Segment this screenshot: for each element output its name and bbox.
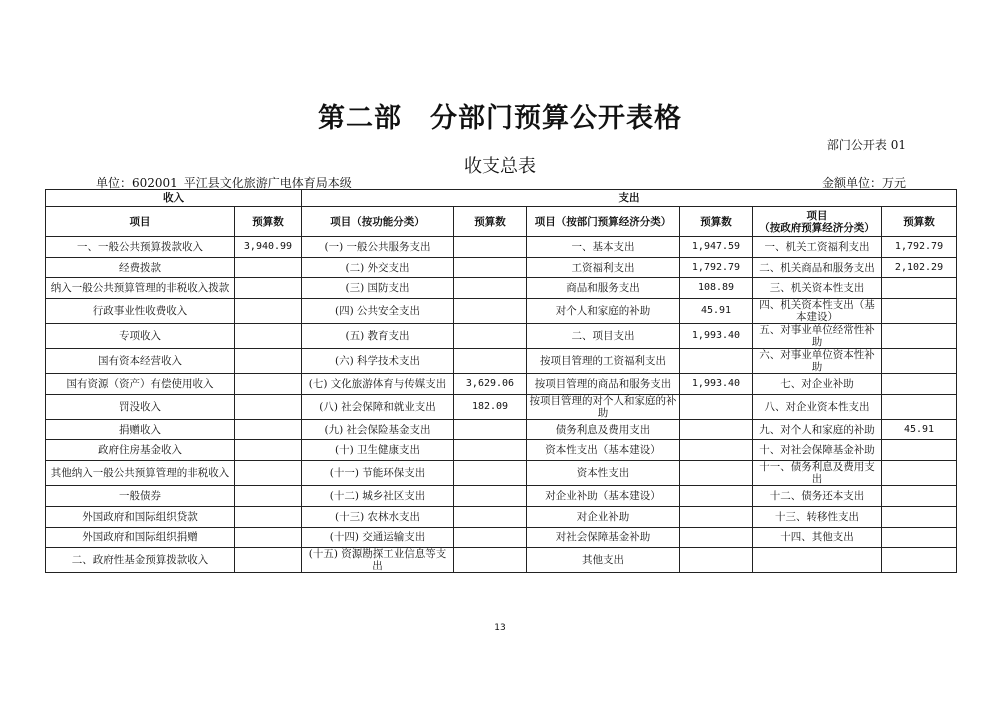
amount-unit-label: 金额单位：万元 (821, 176, 906, 190)
gov-econ-item-cell: 八、对企业资本性支出 (753, 394, 882, 419)
function-item-cell: (二) 外交支出 (302, 257, 454, 278)
table-row (46, 394, 957, 419)
dept-econ-item-cell: 二、项目支出 (527, 324, 680, 349)
gov-econ-item-cell: 七、对企业补助 (753, 374, 882, 395)
dept-econ-item-cell: 对企业补助 (527, 506, 680, 527)
income-amount-cell (235, 278, 302, 299)
table-row (46, 548, 957, 573)
table-title: 收支总表 (464, 156, 536, 177)
function-amount-cell (454, 299, 527, 324)
income-amount-cell (235, 548, 302, 573)
gov-econ-amount-cell: 45.91 (882, 419, 957, 440)
column-header: 预算数 (680, 207, 753, 237)
gov-econ-item-cell: 四、机关资本性支出（基本建设） (753, 299, 882, 324)
function-item-cell: (三) 国防支出 (302, 278, 454, 299)
function-amount-cell: 3,629.06 (454, 374, 527, 395)
gov-econ-amount-cell (882, 299, 957, 324)
function-amount-cell (454, 461, 527, 486)
income-item-cell: 经费拨款 (46, 257, 235, 278)
gov-econ-item-cell (753, 548, 882, 573)
function-amount-cell (454, 506, 527, 527)
table-row (46, 299, 957, 324)
column-header: 预算数 (454, 207, 527, 237)
income-item-cell: 外国政府和国际组织贷款 (46, 506, 235, 527)
expense-header: 支出 (302, 190, 957, 207)
function-item-cell: (十五) 资源勘探工业信息等支出 (302, 548, 454, 573)
dept-econ-item-cell: 按项目管理的工资福利支出 (527, 349, 680, 374)
dept-econ-amount-cell (680, 419, 753, 440)
function-amount-cell (454, 278, 527, 299)
dept-econ-amount-cell (680, 486, 753, 507)
table-row (46, 506, 957, 527)
income-item-cell: 捐赠收入 (46, 419, 235, 440)
function-item-cell: (四) 公共安全支出 (302, 299, 454, 324)
gov-econ-item-cell: 一、机关工资福利支出 (753, 237, 882, 258)
function-item-cell: (七) 文化旅游体育与传媒支出 (302, 374, 454, 395)
income-item-cell: 外国政府和国际组织捐赠 (46, 527, 235, 548)
income-amount-cell (235, 419, 302, 440)
dept-econ-amount-cell: 1,947.59 (680, 237, 753, 258)
income-item-cell: 政府住房基金收入 (46, 440, 235, 461)
table-row (46, 486, 957, 507)
gov-econ-amount-cell (882, 527, 957, 548)
dept-econ-item-cell: 对社会保障基金补助 (527, 527, 680, 548)
dept-econ-amount-cell (680, 394, 753, 419)
income-item-cell: 行政事业性收费收入 (46, 299, 235, 324)
income-amount-cell (235, 527, 302, 548)
gov-econ-item-cell: 十四、其他支出 (753, 527, 882, 548)
table-row (46, 278, 957, 299)
income-amount-cell (235, 506, 302, 527)
income-amount-cell (235, 349, 302, 374)
income-item-cell: 一、一般公共预算拨款收入 (46, 237, 235, 258)
dept-econ-item-cell: 资本性支出 (527, 461, 680, 486)
budget-summary-table (45, 189, 957, 573)
dept-econ-amount-cell: 1,792.79 (680, 257, 753, 278)
income-item-cell: 罚没收入 (46, 394, 235, 419)
income-item-cell: 国有资本经营收入 (46, 349, 235, 374)
income-item-cell: 专项收入 (46, 324, 235, 349)
gov-econ-amount-cell (882, 278, 957, 299)
function-item-cell: (六) 科学技术支出 (302, 349, 454, 374)
function-item-cell: (十二) 城乡社区支出 (302, 486, 454, 507)
function-amount-cell (454, 257, 527, 278)
gov-econ-item-cell: 十一、债务利息及费用支出 (753, 461, 882, 486)
function-amount-cell (454, 440, 527, 461)
gov-econ-amount-cell (882, 349, 957, 374)
function-amount-cell: 182.09 (454, 394, 527, 419)
dept-econ-item-cell: 一、基本支出 (527, 237, 680, 258)
income-header: 收入 (46, 190, 302, 207)
table-row (46, 461, 957, 486)
income-item-cell: 其他纳入一般公共预算管理的非税收入 (46, 461, 235, 486)
gov-econ-item-cell: 十、对社会保障基金补助 (753, 440, 882, 461)
function-amount-cell (454, 527, 527, 548)
income-amount-cell (235, 299, 302, 324)
dept-econ-amount-cell: 45.91 (680, 299, 753, 324)
function-item-cell: (八) 社会保障和就业支出 (302, 394, 454, 419)
income-item-cell: 二、政府性基金预算拨款收入 (46, 548, 235, 573)
dept-econ-item-cell: 按项目管理的商品和服务支出 (527, 374, 680, 395)
column-header: 预算数 (882, 207, 957, 237)
function-item-cell: (九) 社会保险基金支出 (302, 419, 454, 440)
dept-econ-amount-cell (680, 440, 753, 461)
dept-econ-amount-cell (680, 506, 753, 527)
gov-econ-item-cell: 三、机关资本性支出 (753, 278, 882, 299)
income-amount-cell (235, 394, 302, 419)
income-item-cell: 一般债券 (46, 486, 235, 507)
unit-label: 单位：602001_平江县文化旅游广电体育局本级 (96, 176, 352, 190)
gov-econ-item-cell: 二、机关商品和服务支出 (753, 257, 882, 278)
gov-econ-amount-cell (882, 548, 957, 573)
dept-econ-item-cell: 资本性支出（基本建设） (527, 440, 680, 461)
function-amount-cell (454, 349, 527, 374)
gov-econ-amount-cell (882, 506, 957, 527)
function-amount-cell (454, 324, 527, 349)
dept-econ-amount-cell (680, 527, 753, 548)
dept-econ-amount-cell: 1,993.40 (680, 324, 753, 349)
title-part-section: 第二部 (318, 103, 402, 134)
function-item-cell: (十一) 节能环保支出 (302, 461, 454, 486)
title-part-name: 分部门预算公开表格 (430, 103, 682, 134)
gov-econ-amount-cell: 2,102.29 (882, 257, 957, 278)
column-header: 预算数 (235, 207, 302, 237)
column-header: 项目 （按政府预算经济分类） (753, 207, 882, 237)
dept-econ-item-cell: 按项目管理的对个人和家庭的补助 (527, 394, 680, 419)
income-amount-cell (235, 461, 302, 486)
table-row (46, 419, 957, 440)
gov-econ-item-cell: 十二、债务还本支出 (753, 486, 882, 507)
dept-econ-amount-cell: 1,993.40 (680, 374, 753, 395)
income-item-cell: 国有资源（资产）有偿使用收入 (46, 374, 235, 395)
gov-econ-item-cell: 六、对事业单位资本性补助 (753, 349, 882, 374)
form-number: 部门公开表 01 (826, 138, 906, 152)
function-item-cell: (五) 教育支出 (302, 324, 454, 349)
dept-econ-item-cell: 商品和服务支出 (527, 278, 680, 299)
gov-econ-amount-cell (882, 486, 957, 507)
column-header: 项目（按功能分类） (302, 207, 454, 237)
table-row (46, 527, 957, 548)
income-item-cell: 纳入一般公共预算管理的非税收入拨款 (46, 278, 235, 299)
dept-econ-amount-cell (680, 349, 753, 374)
income-amount-cell (235, 440, 302, 461)
table-row (46, 257, 957, 278)
gov-econ-amount-cell (882, 461, 957, 486)
function-amount-cell (454, 419, 527, 440)
gov-econ-amount-cell (882, 440, 957, 461)
table-row (46, 349, 957, 374)
function-amount-cell (454, 548, 527, 573)
income-amount-cell (235, 374, 302, 395)
dept-econ-amount-cell (680, 461, 753, 486)
gov-econ-amount-cell: 1,792.79 (882, 237, 957, 258)
income-amount-cell (235, 486, 302, 507)
gov-econ-item-cell: 十三、转移性支出 (753, 506, 882, 527)
dept-econ-amount-cell (680, 548, 753, 573)
table-row (46, 374, 957, 395)
page-number: 13 (494, 623, 506, 633)
dept-econ-amount-cell: 108.89 (680, 278, 753, 299)
table-row (46, 237, 957, 258)
dept-econ-item-cell: 对个人和家庭的补助 (527, 299, 680, 324)
function-amount-cell (454, 237, 527, 258)
gov-econ-item-cell: 九、对个人和家庭的补助 (753, 419, 882, 440)
table-row (46, 324, 957, 349)
function-item-cell: (十三) 农林水支出 (302, 506, 454, 527)
gov-econ-item-cell: 五、对事业单位经常性补助 (753, 324, 882, 349)
income-amount-cell: 3,940.99 (235, 237, 302, 258)
function-amount-cell (454, 486, 527, 507)
column-header: 项目（按部门预算经济分类） (527, 207, 680, 237)
gov-econ-amount-cell (882, 324, 957, 349)
income-amount-cell (235, 257, 302, 278)
income-amount-cell (235, 324, 302, 349)
column-header: 项目 (46, 207, 235, 237)
function-item-cell: (十四) 交通运输支出 (302, 527, 454, 548)
dept-econ-item-cell: 对企业补助（基本建设） (527, 486, 680, 507)
function-item-cell: (十) 卫生健康支出 (302, 440, 454, 461)
gov-econ-amount-cell (882, 374, 957, 395)
dept-econ-item-cell: 债务利息及费用支出 (527, 419, 680, 440)
function-item-cell: (一) 一般公共服务支出 (302, 237, 454, 258)
dept-econ-item-cell: 其他支出 (527, 548, 680, 573)
dept-econ-item-cell: 工资福利支出 (527, 257, 680, 278)
table-row (46, 440, 957, 461)
page-title (0, 96, 1000, 135)
gov-econ-amount-cell (882, 394, 957, 419)
